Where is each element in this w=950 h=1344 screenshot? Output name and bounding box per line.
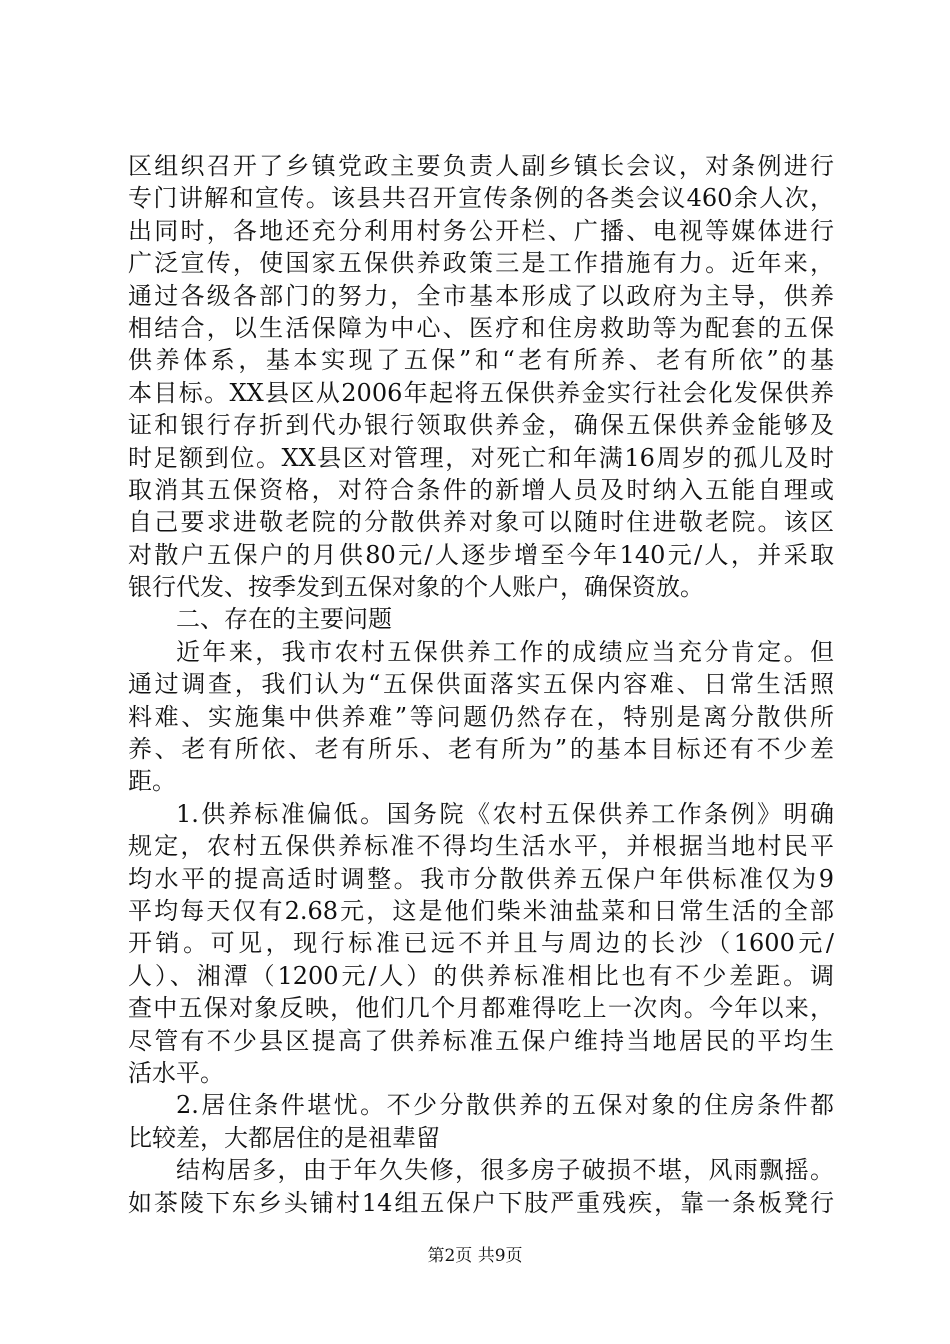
text-line: 平均每天仅有2.68元，这是他们柴米油盐菜和日常生活的全部 <box>128 896 834 925</box>
page-footer <box>0 1241 950 1266</box>
text-line: 养、老有所依、老有所乐、老有所为”的基本目标还有不少差 <box>128 735 834 764</box>
document-body <box>128 150 834 1219</box>
text-line: 如茶陵下东乡头铺村14组五保户下肢严重残疾，靠一条板凳行 <box>128 1188 834 1217</box>
text-line: 近年来，我市农村五保供养工作的成绩应当充分肯定。但 <box>176 637 834 666</box>
text-line: 料难、实施集中供养难”等问题仍然存在，特别是离分散供所 <box>128 702 834 731</box>
text-line: 人）、湘潭（1200元/人）的供养标准相比也有不少差距。调 <box>128 961 834 990</box>
text-line: 专门讲解和宣传。该县共召开宣传条例的各类会议460余人次， <box>128 184 834 213</box>
text-line: 对散户五保户的月供80元/人逐步增至今年140元/人，并采取 <box>128 540 834 569</box>
text-line: 供养体系，基本实现了五保”和“老有所养、老有所依”的基 <box>128 346 834 375</box>
text-line: 通过调查，我们认为“五保供面落实五保内容难、日常生活照 <box>128 670 834 699</box>
text-line: 时足额到位。XX县区对管理，对死亡和年满16周岁的孤儿及时 <box>128 443 834 472</box>
text-line: 结构居多，由于年久失修，很多房子破损不堪，风雨飘摇。 <box>176 1156 834 1185</box>
text-line: 尽管有不少县区提高了供养标准五保户维持当地居民的平均生 <box>128 1026 834 1055</box>
text-line: 规定，农村五保供养标准不得均生活水平，并根据当地村民平 <box>128 832 834 861</box>
text-line: 银行代发、按季发到五保对象的个人账户，确保资放。 <box>128 573 704 602</box>
text-line: 查中五保对象反映，他们几个月都难得吃上一次肉。今年以来， <box>128 994 834 1023</box>
text-line: 取消其五保资格，对符合条件的新增人员及时纳入五能自理或 <box>128 475 834 504</box>
text-line: 2.居住条件堪忧。不少分散供养的五保对象的住房条件都 <box>176 1091 834 1120</box>
section-heading: 二、存在的主要问题 <box>176 605 392 634</box>
text-line: 自己要求进敬老院的分散供养对象可以随时住进敬老院。该区 <box>128 508 834 537</box>
text-line: 出同时，各地还充分利用村务公开栏、广播、电视等媒体进行 <box>128 216 834 245</box>
text-line: 通过各级各部门的努力，全市基本形成了以政府为主导，供养 <box>128 281 834 310</box>
text-line: 距。 <box>128 767 176 796</box>
text-line: 本目标。XX县区从2006年起将五保供养金实行社会化发保供养 <box>128 378 834 407</box>
text-line: 相结合，以生活保障为中心、医疗和住房救助等为配套的五保 <box>128 313 834 342</box>
text-line: 证和银行存折到代办银行领取供养金，确保五保供养金能够及 <box>128 411 834 440</box>
page-number: 第2页 共9页 <box>427 1246 523 1266</box>
text-line: 比较差，大都居住的是祖辈留 <box>128 1123 440 1152</box>
text-line: 1.供养标准偏低。国务院《农村五保供养工作条例》明确 <box>176 799 834 828</box>
text-line: 开销。可见，现行标准已远不并且与周边的长沙（1600元/ <box>128 929 834 958</box>
text-line: 广泛宣传，使国家五保供养政策三是工作措施有力。近年来， <box>128 249 834 278</box>
text-line: 区组织召开了乡镇党政主要负责人副乡镇长会议，对条例进行 <box>128 152 834 180</box>
text-line: 活水平。 <box>128 1058 224 1087</box>
text-line: 均水平的提高适时调整。我市分散供养五保户年供标准仅为9 <box>128 864 834 893</box>
